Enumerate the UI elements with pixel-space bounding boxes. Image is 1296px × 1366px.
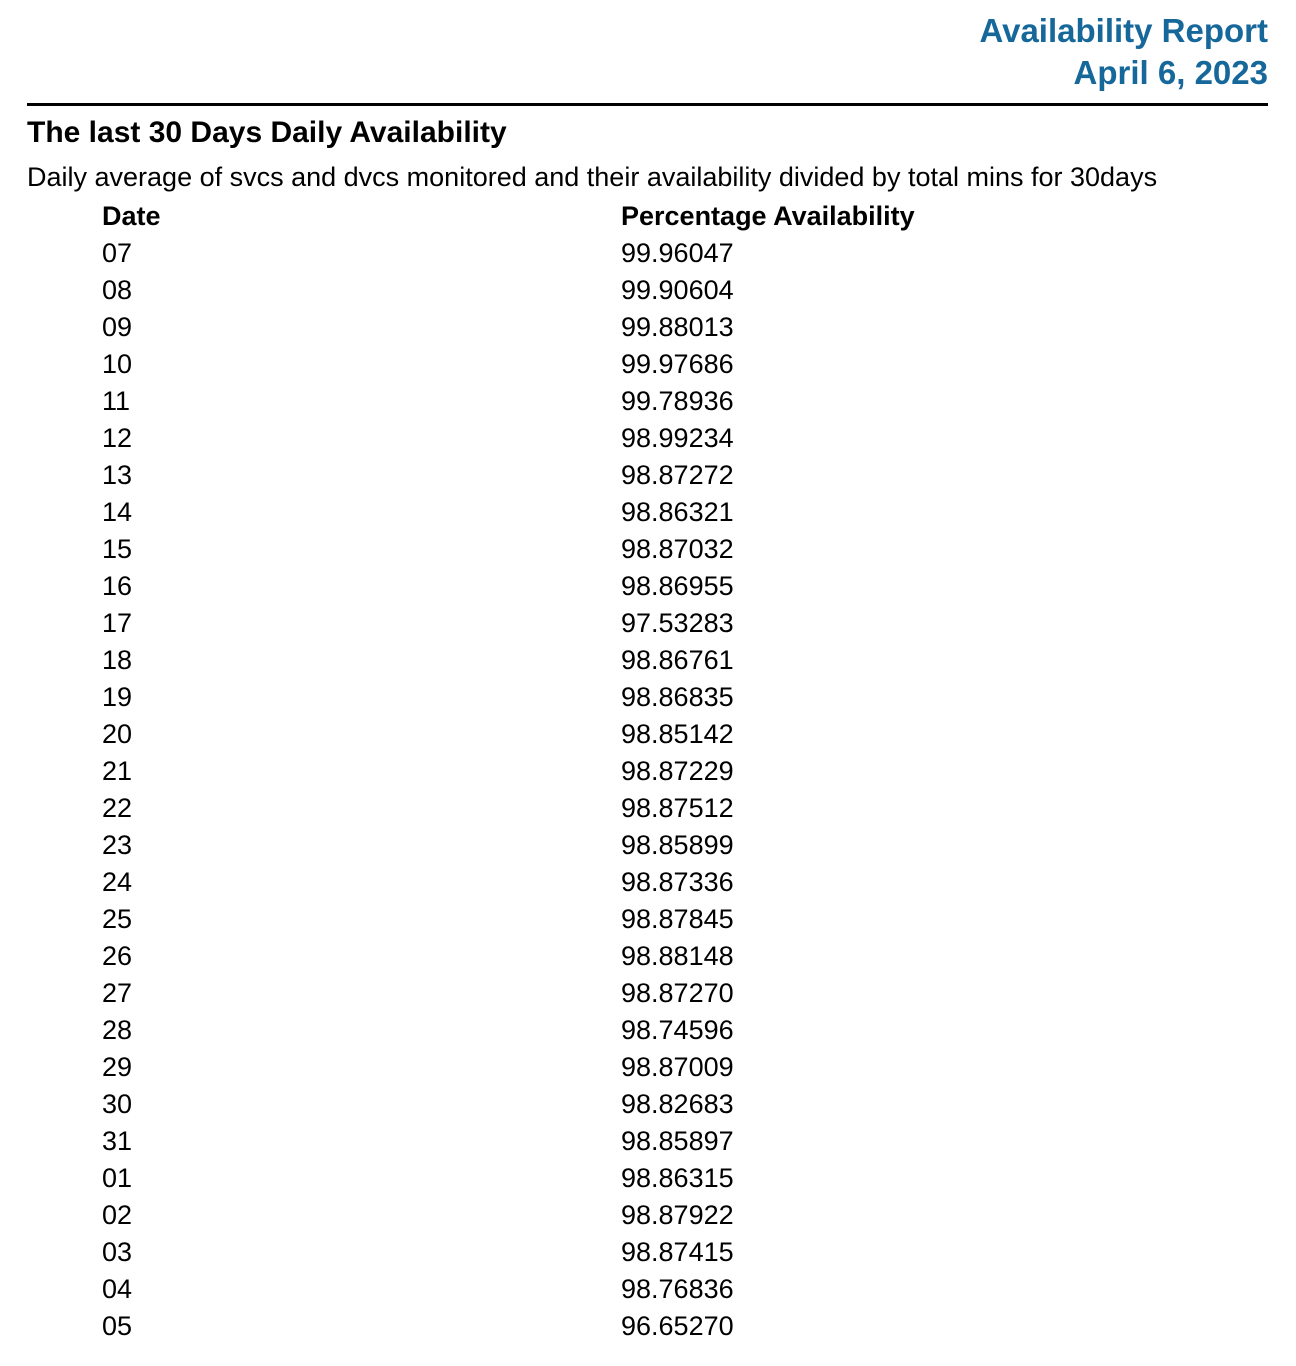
availability-cell: 98.76836 [621,1274,734,1304]
table-row [102,531,915,568]
availability-cell: 98.87009 [621,1052,734,1082]
table-row [102,1234,915,1271]
date-cell: 03 [102,1237,133,1267]
availability-cell: 98.88148 [621,941,734,971]
date-cell: 05 [102,1311,133,1341]
availability-cell: 98.87270 [621,978,734,1008]
table-row [102,420,915,457]
table-row [102,568,915,605]
table-row [102,1160,915,1197]
date-cell: 22 [102,793,133,823]
table-row [102,716,915,753]
table-row [102,272,915,309]
table-header [102,198,915,235]
date-cell: 27 [102,978,133,1008]
date-cell: 18 [102,645,133,675]
table-row [102,1012,915,1049]
availability-cell: 98.86315 [621,1163,734,1193]
date-column-header: Date [102,201,161,231]
table-row [102,605,915,642]
date-cell: 09 [102,312,133,342]
date-cell: 10 [102,349,133,379]
date-cell: 29 [102,1052,133,1082]
report-date: April 6, 2023 [1073,54,1268,91]
table-row [102,827,915,864]
availability-cell: 98.86835 [621,682,734,712]
table-row [102,753,915,790]
table-row [102,1123,915,1160]
availability-cell: 98.85142 [621,719,734,749]
table-row [102,346,915,383]
date-cell: 31 [102,1126,133,1156]
date-cell: 15 [102,534,133,564]
availability-cell: 98.87922 [621,1200,734,1230]
header-divider [27,103,1268,106]
date-cell: 19 [102,682,133,712]
table-header-row [102,198,915,235]
date-cell: 17 [102,608,133,638]
date-cell: 02 [102,1200,133,1230]
date-cell: 07 [102,238,133,268]
date-cell: 13 [102,460,133,490]
availability-cell: 98.86761 [621,645,734,675]
table-row [102,1086,915,1123]
availability-cell: 99.96047 [621,238,734,268]
table-body [102,235,915,1345]
table-row [102,494,915,531]
table-row [102,383,915,420]
availability-cell: 96.65270 [621,1311,734,1341]
date-cell: 16 [102,571,133,601]
availability-cell: 99.97686 [621,349,734,379]
table-row [102,309,915,346]
report-header [27,10,1268,94]
availability-cell: 98.87229 [621,756,734,786]
date-cell: 25 [102,904,133,934]
availability-cell: 98.74596 [621,1015,734,1045]
date-cell: 30 [102,1089,133,1119]
availability-cell: 98.85899 [621,830,734,860]
availability-cell: 98.99234 [621,423,734,453]
section-heading: The last 30 Days Daily Availability [27,116,507,149]
availability-cell: 98.87272 [621,460,734,490]
availability-cell: 97.53283 [621,608,734,638]
date-cell: 12 [102,423,133,453]
date-cell: 20 [102,719,133,749]
availability-column-header: Percentage Availability [621,201,915,231]
table-row [102,901,915,938]
availability-cell: 98.87415 [621,1237,734,1267]
table-row [102,938,915,975]
availability-cell: 98.87845 [621,904,734,934]
date-cell: 28 [102,1015,133,1045]
date-cell: 11 [102,386,131,416]
availability-cell: 99.88013 [621,312,734,342]
date-cell: 21 [102,756,133,786]
date-cell: 24 [102,867,133,897]
table-row [102,235,915,272]
date-cell: 04 [102,1274,133,1304]
date-cell: 23 [102,830,133,860]
availability-cell: 98.85897 [621,1126,734,1156]
table-row [102,457,915,494]
table-row [102,642,915,679]
date-cell: 01 [102,1163,133,1193]
date-cell: 14 [102,497,133,527]
availability-cell: 98.86321 [621,497,734,527]
table-row [102,1049,915,1086]
availability-cell: 99.90604 [621,275,734,305]
table-row [102,1308,915,1345]
table-row [102,790,915,827]
date-cell: 08 [102,275,133,305]
table-row [102,975,915,1012]
availability-cell: 98.87512 [621,793,734,823]
date-cell: 26 [102,941,133,971]
availability-cell: 98.87336 [621,867,734,897]
report-title: Availability Report [979,12,1268,49]
availability-cell: 99.78936 [621,386,734,416]
table-row [102,679,915,716]
availability-table [102,198,915,1345]
table-row [102,1197,915,1234]
availability-cell: 98.86955 [621,571,734,601]
table-row [102,1271,915,1308]
availability-cell: 98.82683 [621,1089,734,1119]
availability-cell: 98.87032 [621,534,734,564]
table-row [102,864,915,901]
section-subtitle: Daily average of svcs and dvcs monitored and their availability divided by total mins for 30days [27,162,1158,192]
